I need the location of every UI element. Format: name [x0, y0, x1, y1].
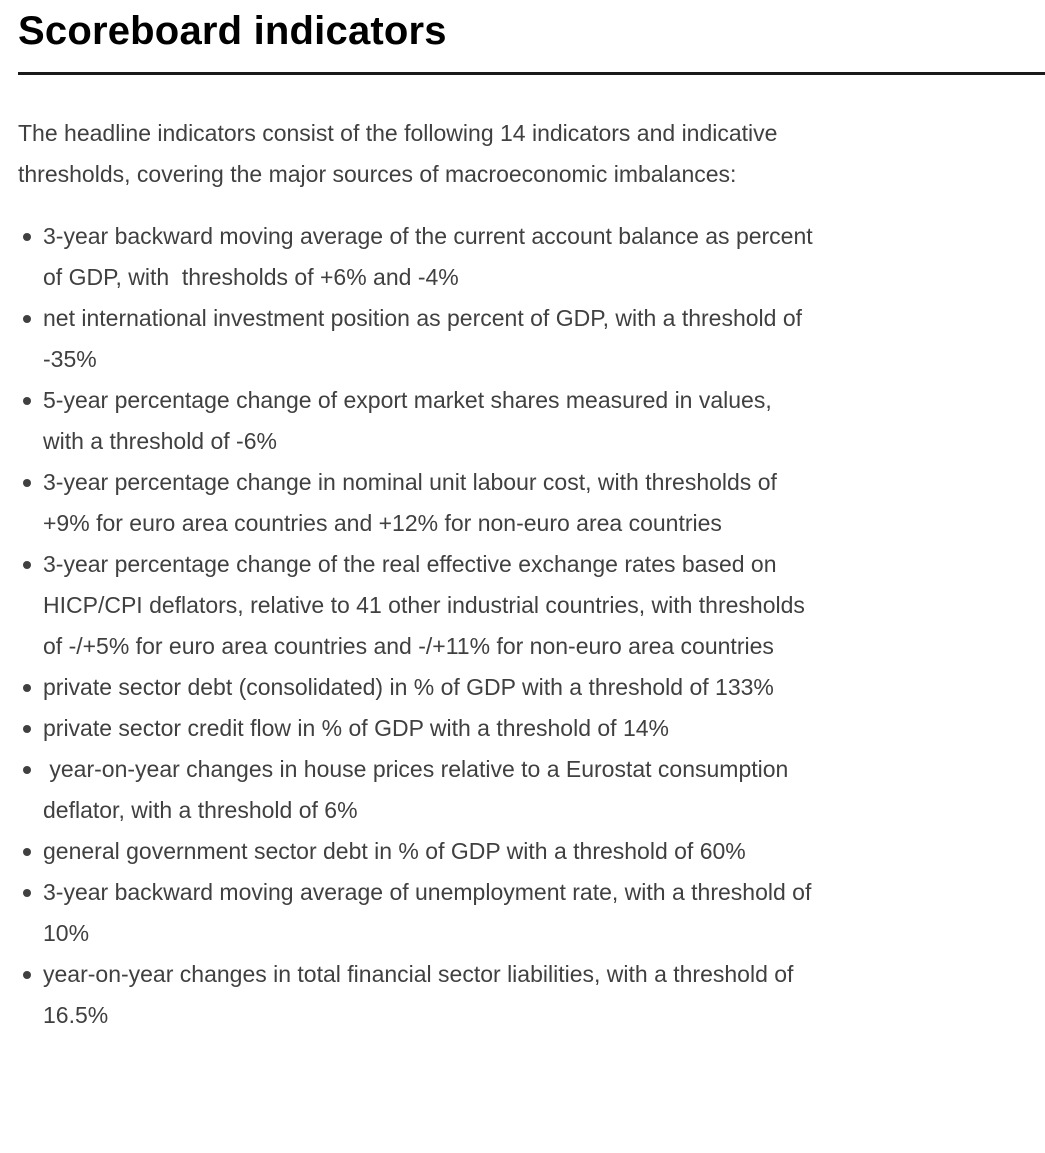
bullet-icon — [23, 766, 31, 774]
list-item-text: 3-year percentage change of the real effective exchange rates based on HICP/CPI deflators, relative to 41 other industrial countries, with thresholds of -/+5% for euro area countries and -/+11% for non-euro area countries — [43, 551, 812, 659]
list-item-text: year-on-year changes in total financial sector liabilities, with a threshold of 16.5% — [43, 961, 800, 1028]
list-item — [18, 380, 818, 462]
list-item — [18, 831, 818, 872]
bullet-icon — [23, 479, 31, 487]
list-item — [18, 462, 818, 544]
bullet-icon — [23, 233, 31, 241]
list-item-text: private sector credit flow in % of GDP with a threshold of 14% — [43, 715, 669, 741]
list-item — [18, 749, 818, 831]
bullet-icon — [23, 889, 31, 897]
list-item — [18, 298, 818, 380]
list-item — [18, 667, 818, 708]
page-title: Scoreboard indicators — [18, 9, 447, 53]
intro-paragraph: The headline indicators consist of the following 14 indicators and indicative thresholds, covering the major sources of macroeconomic imbalances: — [18, 120, 778, 187]
list-item — [18, 872, 818, 954]
title-divider — [18, 72, 1045, 75]
list-item — [18, 708, 818, 749]
list-item-text: 3-year backward moving average of the current account balance as percent of GDP, with thresholds of +6% and -4% — [43, 223, 820, 290]
bullet-icon — [23, 561, 31, 569]
list-item — [18, 216, 818, 298]
list-item-text: private sector debt (consolidated) in % of GDP with a threshold of 133% — [43, 674, 774, 700]
bullet-icon — [23, 397, 31, 405]
list-item-text: general government sector debt in % of GDP with a threshold of 60% — [43, 838, 746, 864]
list-item — [18, 954, 818, 1036]
bullet-icon — [23, 971, 31, 979]
page-content — [18, 0, 1045, 1036]
list-item-text: 3-year backward moving average of unemployment rate, with a threshold of 10% — [43, 879, 818, 946]
list-item-text: 3-year percentage change in nominal unit labour cost, with thresholds of +9% for euro area countries and +12% for non-euro area countries — [43, 469, 784, 536]
bullet-icon — [23, 725, 31, 733]
bullet-icon — [23, 684, 31, 692]
bullet-icon — [23, 315, 31, 323]
bullet-icon — [23, 848, 31, 856]
list-item-text: 5-year percentage change of export market shares measured in values, with a threshold of -6% — [43, 387, 779, 454]
list-item — [18, 544, 818, 667]
list-item-text: net international investment position as percent of GDP, with a threshold of -35% — [43, 305, 809, 372]
indicator-list — [18, 216, 818, 1036]
list-item-text: year-on-year changes in house prices relative to a Eurostat consumption deflator, with a threshold of 6% — [43, 756, 795, 823]
